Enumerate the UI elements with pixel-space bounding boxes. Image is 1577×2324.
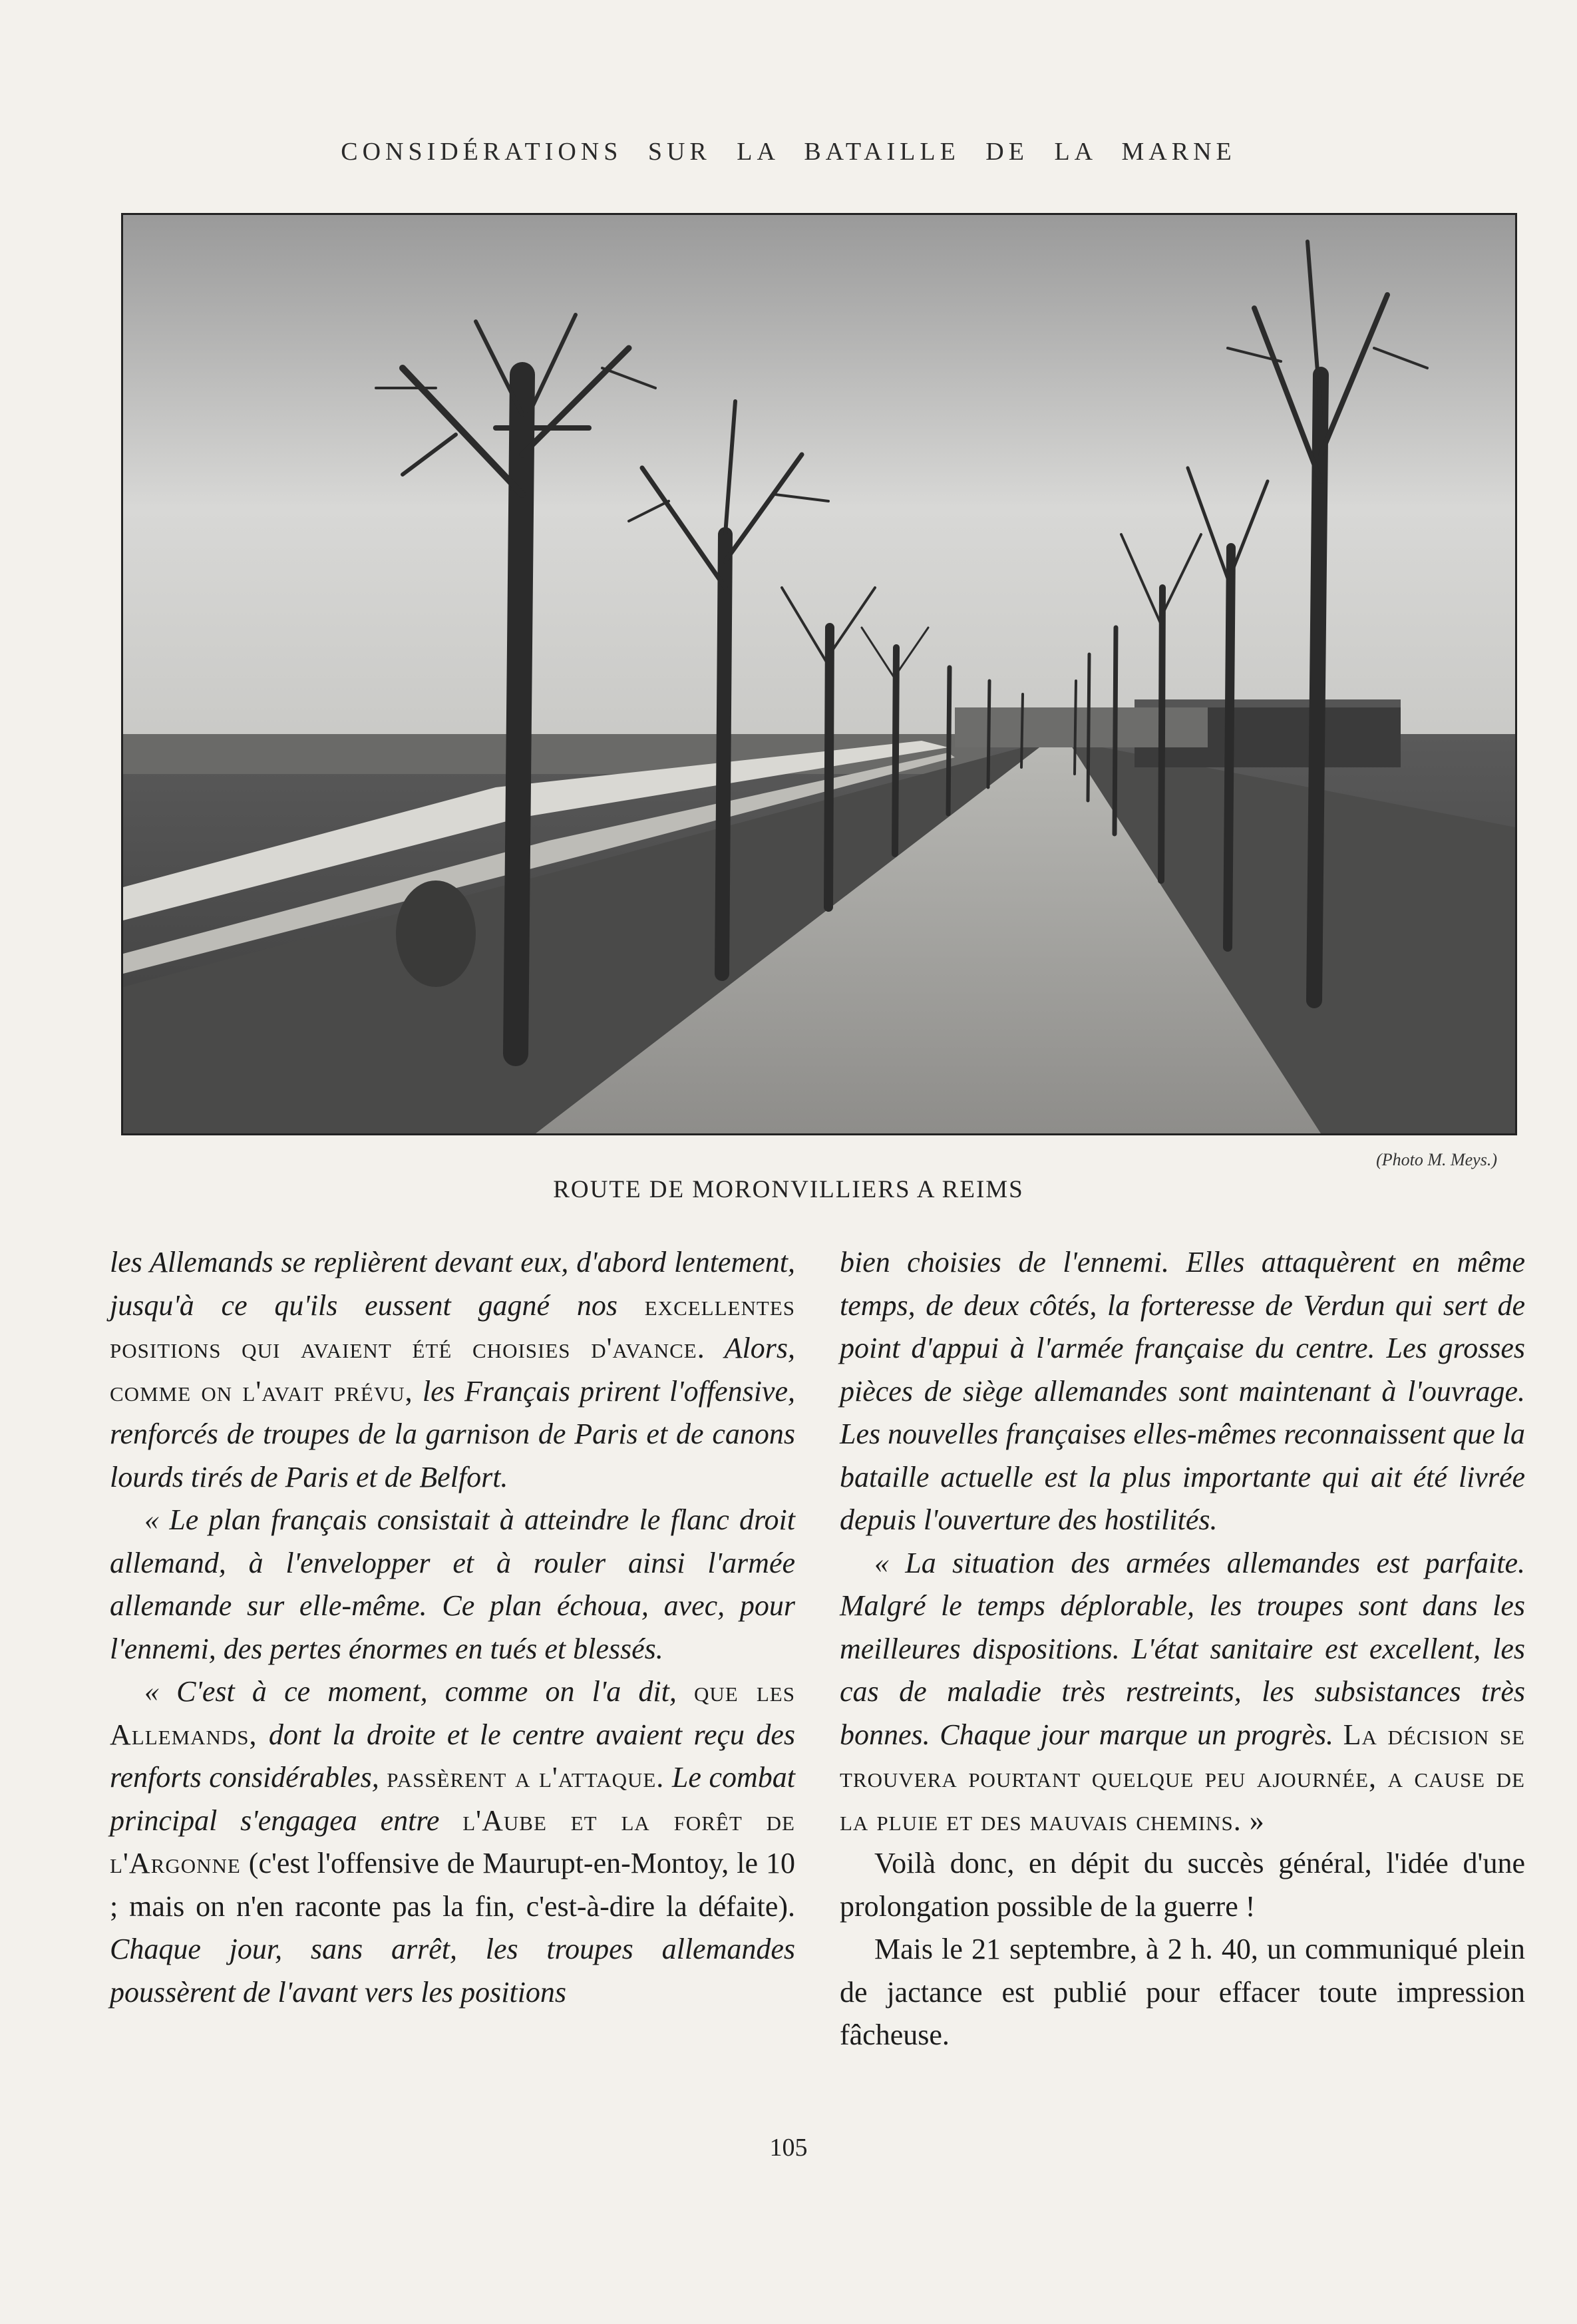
text-span: « C'est à ce moment, comme on l'a dit, xyxy=(144,1675,695,1708)
text-span: l'Aube et la forêt de l'Argonne xyxy=(110,1804,795,1879)
paragraph: bien choisies de l'ennemi. Elles attaquèrent en même temps, de deux côtés, la forteresse de Verdun qui sert de point d'appui à l'armée française du centre. Les grosses pièces de siège allemandes sont maintenant à l'ouvrage. Les nouvelles françaises elles-mêmes reconnaissent que la bataille actuelle est la plus importante qui ait été livrée depuis l'ouverture des hostilités. xyxy=(840,1246,1525,1536)
paragraph xyxy=(110,1241,795,1499)
paragraph: Mais le 21 septembre, à 2 h. 40, un communiqué plein de jactance est publié pour effacer toute impression fâcheuse. xyxy=(840,1933,1525,2051)
text-span: Le combat principal s'engagea entre xyxy=(110,1761,795,1837)
paragraph xyxy=(840,1542,1525,1843)
text-span: « La situation des armées allemandes est parfaite. Malgré le temps déplorable, les troupes sont dans les meilleures dispositions. L'état sanitaire est excellent, les cas de maladie très restreints, les subsistances très bonnes. Chaque jour marque un progrès. xyxy=(840,1546,1525,1751)
text-span: Chaque jour, sans arrêt, les troupes allemandes poussèrent de l'avant vers les positions xyxy=(110,1933,795,2009)
paragraph: Voilà donc, en dépit du succès général, l'idée d'une prolongation possible de la guerre ! xyxy=(840,1847,1525,1923)
text-span: dont la droite et le centre avaient reçu des renforts considérables, xyxy=(110,1718,795,1794)
text-span: La décision se trouvera pourtant quelque peu ajournée, a cause de la pluie et des mauvais chemins. » xyxy=(840,1718,1525,1837)
photograph xyxy=(121,213,1517,1135)
text-span: les Français prirent l'offensive, renforcés de troupes de la garnison de Paris et de canons lourds tirés de Paris et de Belfort. xyxy=(110,1374,795,1493)
text-span: Alors, xyxy=(705,1332,795,1364)
text-span: (c'est l'offensive de Maurupt-en-Montoy, le 10 ; mais on n'en raconte pas la fin, c'est-à-dire la défaite). xyxy=(110,1847,795,1923)
photo-credit: (Photo M. Meys.) xyxy=(1376,1150,1497,1169)
running-head: CONSIDÉRATIONS SUR LA BATAILLE DE LA MARNE xyxy=(341,138,1236,166)
paragraph xyxy=(110,1670,795,2014)
text-span: comme on l'avait prévu, xyxy=(110,1374,413,1408)
page-number: 105 xyxy=(769,2134,808,2162)
text-span: excellentes positions qui avaient été choisies d'avance. xyxy=(110,1288,795,1364)
photo-caption: ROUTE DE MORONVILLIERS A REIMS xyxy=(553,1176,1024,1203)
text-column-left xyxy=(110,1241,795,2014)
paragraph: « Le plan français consistait à atteindre le flanc droit allemand, à l'envelopper et à rouler ainsi l'armée allemande sur elle-même. Ce plan échoua, avec, pour l'ennemi, des pertes énormes en tués et blessés. xyxy=(110,1503,795,1665)
text-span: les Allemands se replièrent devant eux, d'abord lentement, jusqu'à ce qu'ils eussent gagné nos xyxy=(110,1246,795,1322)
text-column-right xyxy=(840,1241,1525,2057)
text-span: que les Allemands, xyxy=(110,1675,795,1751)
photo-illustration xyxy=(123,215,1515,1133)
text-span: passèrent a l'attaque. xyxy=(387,1761,665,1794)
